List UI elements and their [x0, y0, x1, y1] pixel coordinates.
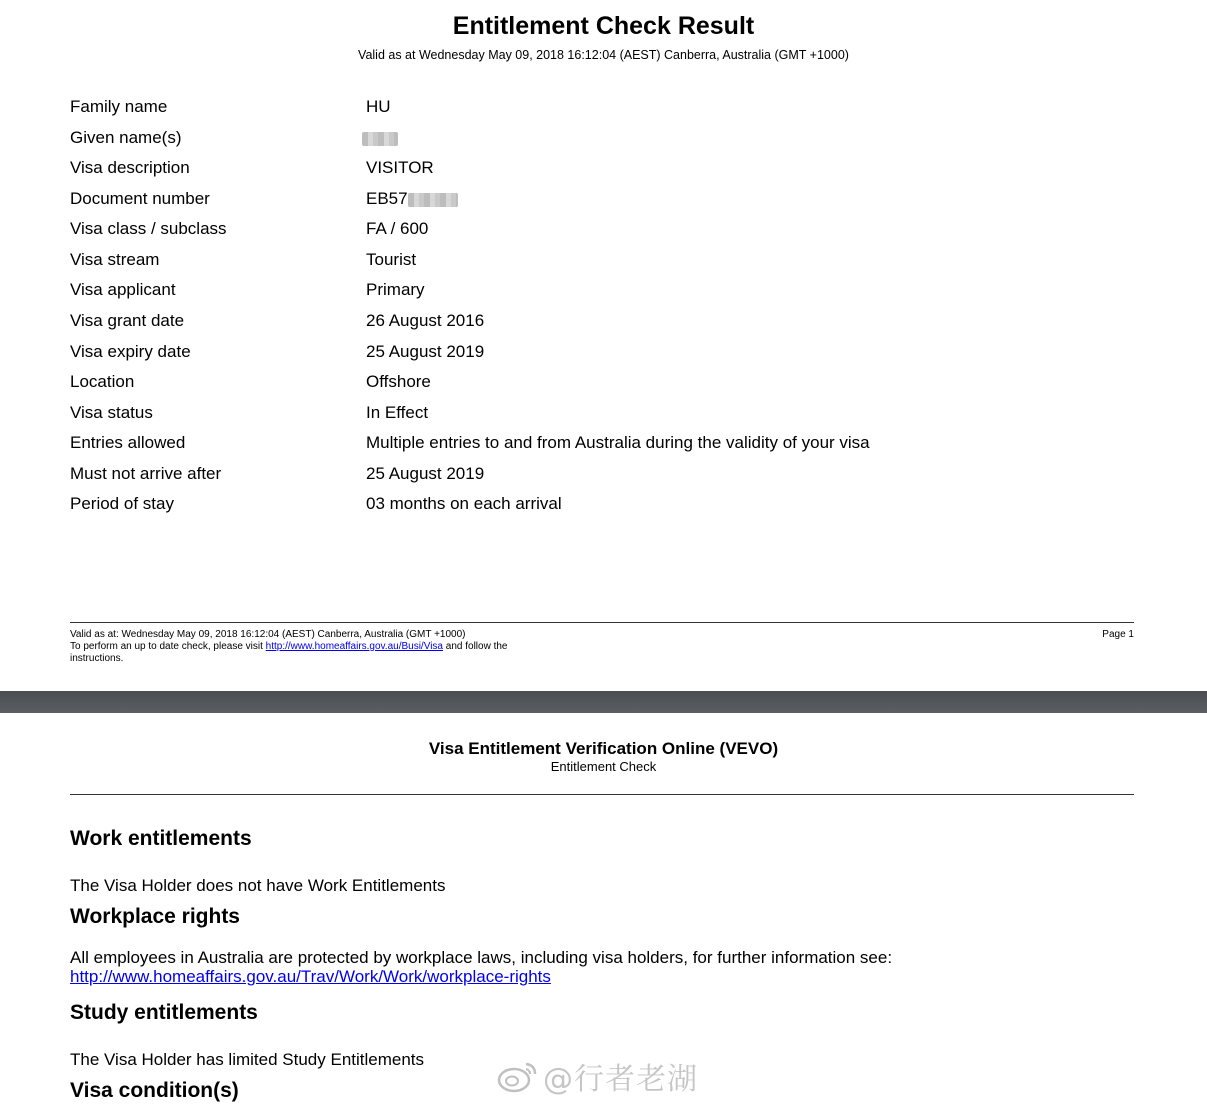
- visa-conditions-heading: Visa condition(s): [70, 1079, 239, 1102]
- detail-value-text: Multiple entries to and from Australia during the validity of your visa: [366, 433, 870, 452]
- detail-value-text: Tourist: [366, 250, 417, 269]
- workplace-rights-sentence: All employees in Australia are protected by workplace laws, including visa holders, for further information see:: [70, 948, 893, 967]
- work-entitlements-heading: Work entitlements: [70, 827, 252, 850]
- footer-divider: [70, 622, 1134, 623]
- footer-valid-line: Valid as at: Wednesday May 09, 2018 16:12:04 (AEST) Canberra, Australia (GMT +1000): [70, 629, 466, 640]
- detail-label: Period of stay: [70, 494, 174, 513]
- detail-value-text: HU: [366, 97, 391, 116]
- detail-value-text: VISITOR: [366, 158, 434, 177]
- detail-label: Visa stream: [70, 250, 160, 269]
- study-entitlements-heading: Study entitlements: [70, 1001, 258, 1024]
- detail-label: Must not arrive after: [70, 464, 222, 483]
- page-subtitle: Valid as at Wednesday May 09, 2018 16:12:04 (AEST) Canberra, Australia (GMT +1000): [358, 48, 849, 62]
- detail-value: [366, 280, 425, 300]
- vevo-subtitle: Entitlement Check: [550, 759, 657, 774]
- detail-label: Entries allowed: [70, 433, 186, 452]
- detail-value: [366, 494, 562, 514]
- detail-value: [366, 311, 484, 331]
- detail-label: Family name: [70, 97, 168, 116]
- footer-instruction-suffix: and follow the instructions.: [70, 641, 508, 664]
- watermark: [497, 1056, 698, 1096]
- detail-label: Visa status: [70, 403, 153, 422]
- footer-visa-link[interactable]: http://www.homeaffairs.gov.au/Busi/Visa: [265, 641, 443, 652]
- detail-label: Visa class / subclass: [70, 219, 227, 238]
- detail-label: Visa grant date: [70, 311, 185, 330]
- detail-value: [366, 342, 484, 362]
- detail-value: [366, 250, 416, 270]
- page-separator: [0, 691, 1207, 713]
- detail-value: [366, 464, 484, 484]
- detail-label: Visa expiry date: [70, 342, 191, 361]
- redacted-block: [362, 132, 398, 146]
- work-entitlements-text: The Visa Holder does not have Work Entitlements: [70, 876, 446, 895]
- workplace-rights-text: [70, 948, 892, 986]
- study-entitlements-text: The Visa Holder has limited Study Entitlements: [70, 1050, 425, 1069]
- detail-value: [366, 189, 458, 209]
- footer-note: [70, 629, 550, 665]
- detail-value-text: Offshore: [366, 372, 431, 391]
- detail-value-text: Primary: [366, 280, 425, 299]
- weibo-logo-icon: [497, 1059, 539, 1093]
- workplace-rights-link[interactable]: http://www.homeaffairs.gov.au/Trav/Work/Work/workplace-rights: [70, 967, 551, 986]
- detail-value: [366, 158, 434, 178]
- detail-value-text: 25 August 2019: [366, 342, 485, 361]
- detail-value-text: 25 August 2019: [366, 464, 485, 483]
- detail-label: Location: [70, 372, 135, 391]
- detail-value: [366, 403, 428, 423]
- watermark-text: @行者老湖: [543, 1062, 698, 1097]
- page-number: Page 1: [1102, 629, 1134, 640]
- detail-value-text: 03 months on each arrival: [366, 494, 562, 513]
- detail-value-text: 26 August 2016: [366, 311, 485, 330]
- document-page-2: [0, 713, 1207, 1105]
- detail-label: Visa description: [70, 158, 190, 177]
- detail-label: Visa applicant: [70, 280, 176, 299]
- detail-value: [366, 219, 428, 239]
- redacted-block: [408, 193, 458, 207]
- detail-label: Document number: [70, 189, 210, 208]
- detail-value: [366, 372, 431, 392]
- header-divider: [70, 794, 1134, 795]
- workplace-rights-heading: Workplace rights: [70, 905, 240, 928]
- detail-value-text: EB57: [366, 189, 408, 208]
- detail-value-text: FA / 600: [366, 219, 429, 238]
- detail-value-text: In Effect: [366, 403, 429, 422]
- detail-value: [366, 433, 870, 453]
- vevo-title: Visa Entitlement Verification Online (VEVO): [428, 739, 779, 758]
- detail-value: [366, 128, 398, 148]
- detail-value: [366, 97, 391, 117]
- page-title: Entitlement Check Result: [452, 12, 755, 40]
- detail-label: Given name(s): [70, 128, 182, 147]
- footer-instruction-prefix: To perform an up to date check, please visit: [70, 641, 266, 652]
